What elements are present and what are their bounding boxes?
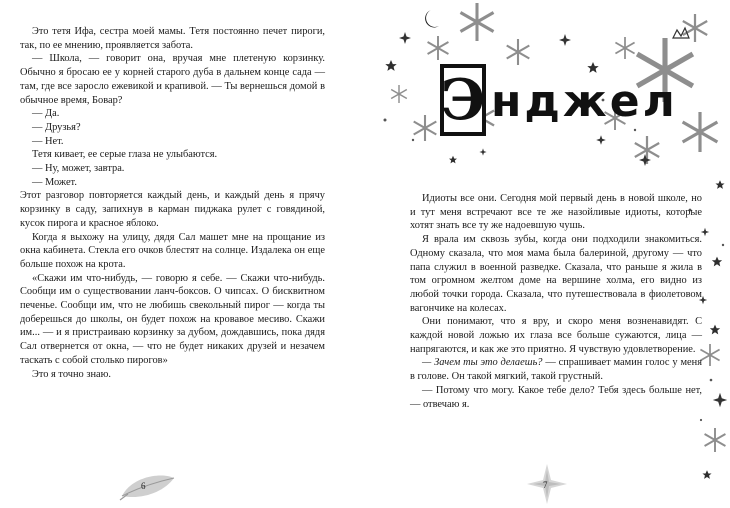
paragraph: Они понимают, что я вру, и скоро меня возненавидят. С каждой новой ложью их глаза все больше сужаются, лица — напрягаются, и как же это приятно. Я чувствую удовлетворение.	[410, 316, 702, 355]
paragraph: Это я точно знаю.	[32, 368, 111, 380]
paragraph: Идиоты все они. Сегодня мой первый день в новой школе, но и тут меня встречают все те же назойливые идиоты, которые хотят знать все ту же надоевшую чушь.	[410, 193, 702, 232]
left-page-text	[20, 25, 325, 381]
paragraph: — Может.	[32, 176, 77, 188]
page-number: 7	[543, 480, 548, 490]
leaf-ornament-icon	[118, 470, 178, 502]
paragraph: Это тетя Ифа, сестра моей мамы. Тетя постоянно печет пироги, так, по ее мнению, проявляется забота.	[20, 26, 325, 51]
right-page-text	[410, 192, 702, 411]
chapter-title: нджел	[491, 76, 678, 127]
paragraph: Тетя кивает, ее серые глаза не улыбаются.	[32, 149, 218, 161]
paragraph	[410, 356, 702, 383]
paragraph: Когда я выхожу на улицу, дядя Сал машет мне на прощание из окна кабинета. Стекла его очков блестят на солнце. Издалека он еще больше похож на крота.	[20, 231, 325, 270]
page-number: 6	[141, 481, 146, 491]
italic-quote: — Зачем ты это делаешь?	[422, 357, 543, 369]
paragraph: Я врала им сквозь зубы, когда они подходили знакомиться. Одному сказала, что моя мама была балериной, другому — что папа служил в военной разведке. Сказала, что раньше я жила в том огромном желтом доме на вершине холма, его видно из любой точки города. Сказала, что путешествовала в фиолетовом вагончике на колесах.	[410, 234, 702, 314]
paragraph: — Ну, может, завтра.	[32, 163, 125, 175]
paragraph: Этот разговор повторяется каждый день, и каждый день я прячу корзинку в саду, запихнув в карман пиджака рулет с говядиной, кусок пирога и красное яблоко.	[20, 190, 325, 229]
paragraph-rest: — спрашивает мамин голос у меня в голове. Он такой мягкий, такой грустный.	[410, 357, 702, 383]
paragraph: — Да.	[32, 108, 60, 120]
paragraph: «Скажи им что-нибудь, — говорю я себе. — Скажи что-нибудь. Сообщи им о существовании ланч-боксов. О чипсах. О бисквитном печенье. Сообщи им, что не любишь свекольный пирог — когда ты доберешься до школы, он будет похож на кровавое месиво. Скажи им... — и я пристраиваю корзинку за дубом, дождавшись, пока дядя Сал отвернется от окна, — что не будет никаких друзей и незачем таскать с собой столько пирогов»	[20, 272, 325, 366]
right-page	[365, 0, 730, 508]
paragraph: — Потому что могу. Какое тебе дело? Тебя здесь больше нет, — отвечаю я.	[410, 384, 702, 410]
chapter-initial: Э	[440, 64, 486, 136]
paragraph: — Друзья?	[32, 121, 81, 133]
paragraph: — Нет.	[32, 135, 64, 147]
paragraph: — Школа, — говорит она, вручая мне плетеную корзинку. Обычно я бросаю ее у корней старого дуба в дальнем конце сада — там, где все заросло ежевикой и крапивой. — Ты вернешься домой в обычное время, Бовар?	[20, 53, 325, 106]
